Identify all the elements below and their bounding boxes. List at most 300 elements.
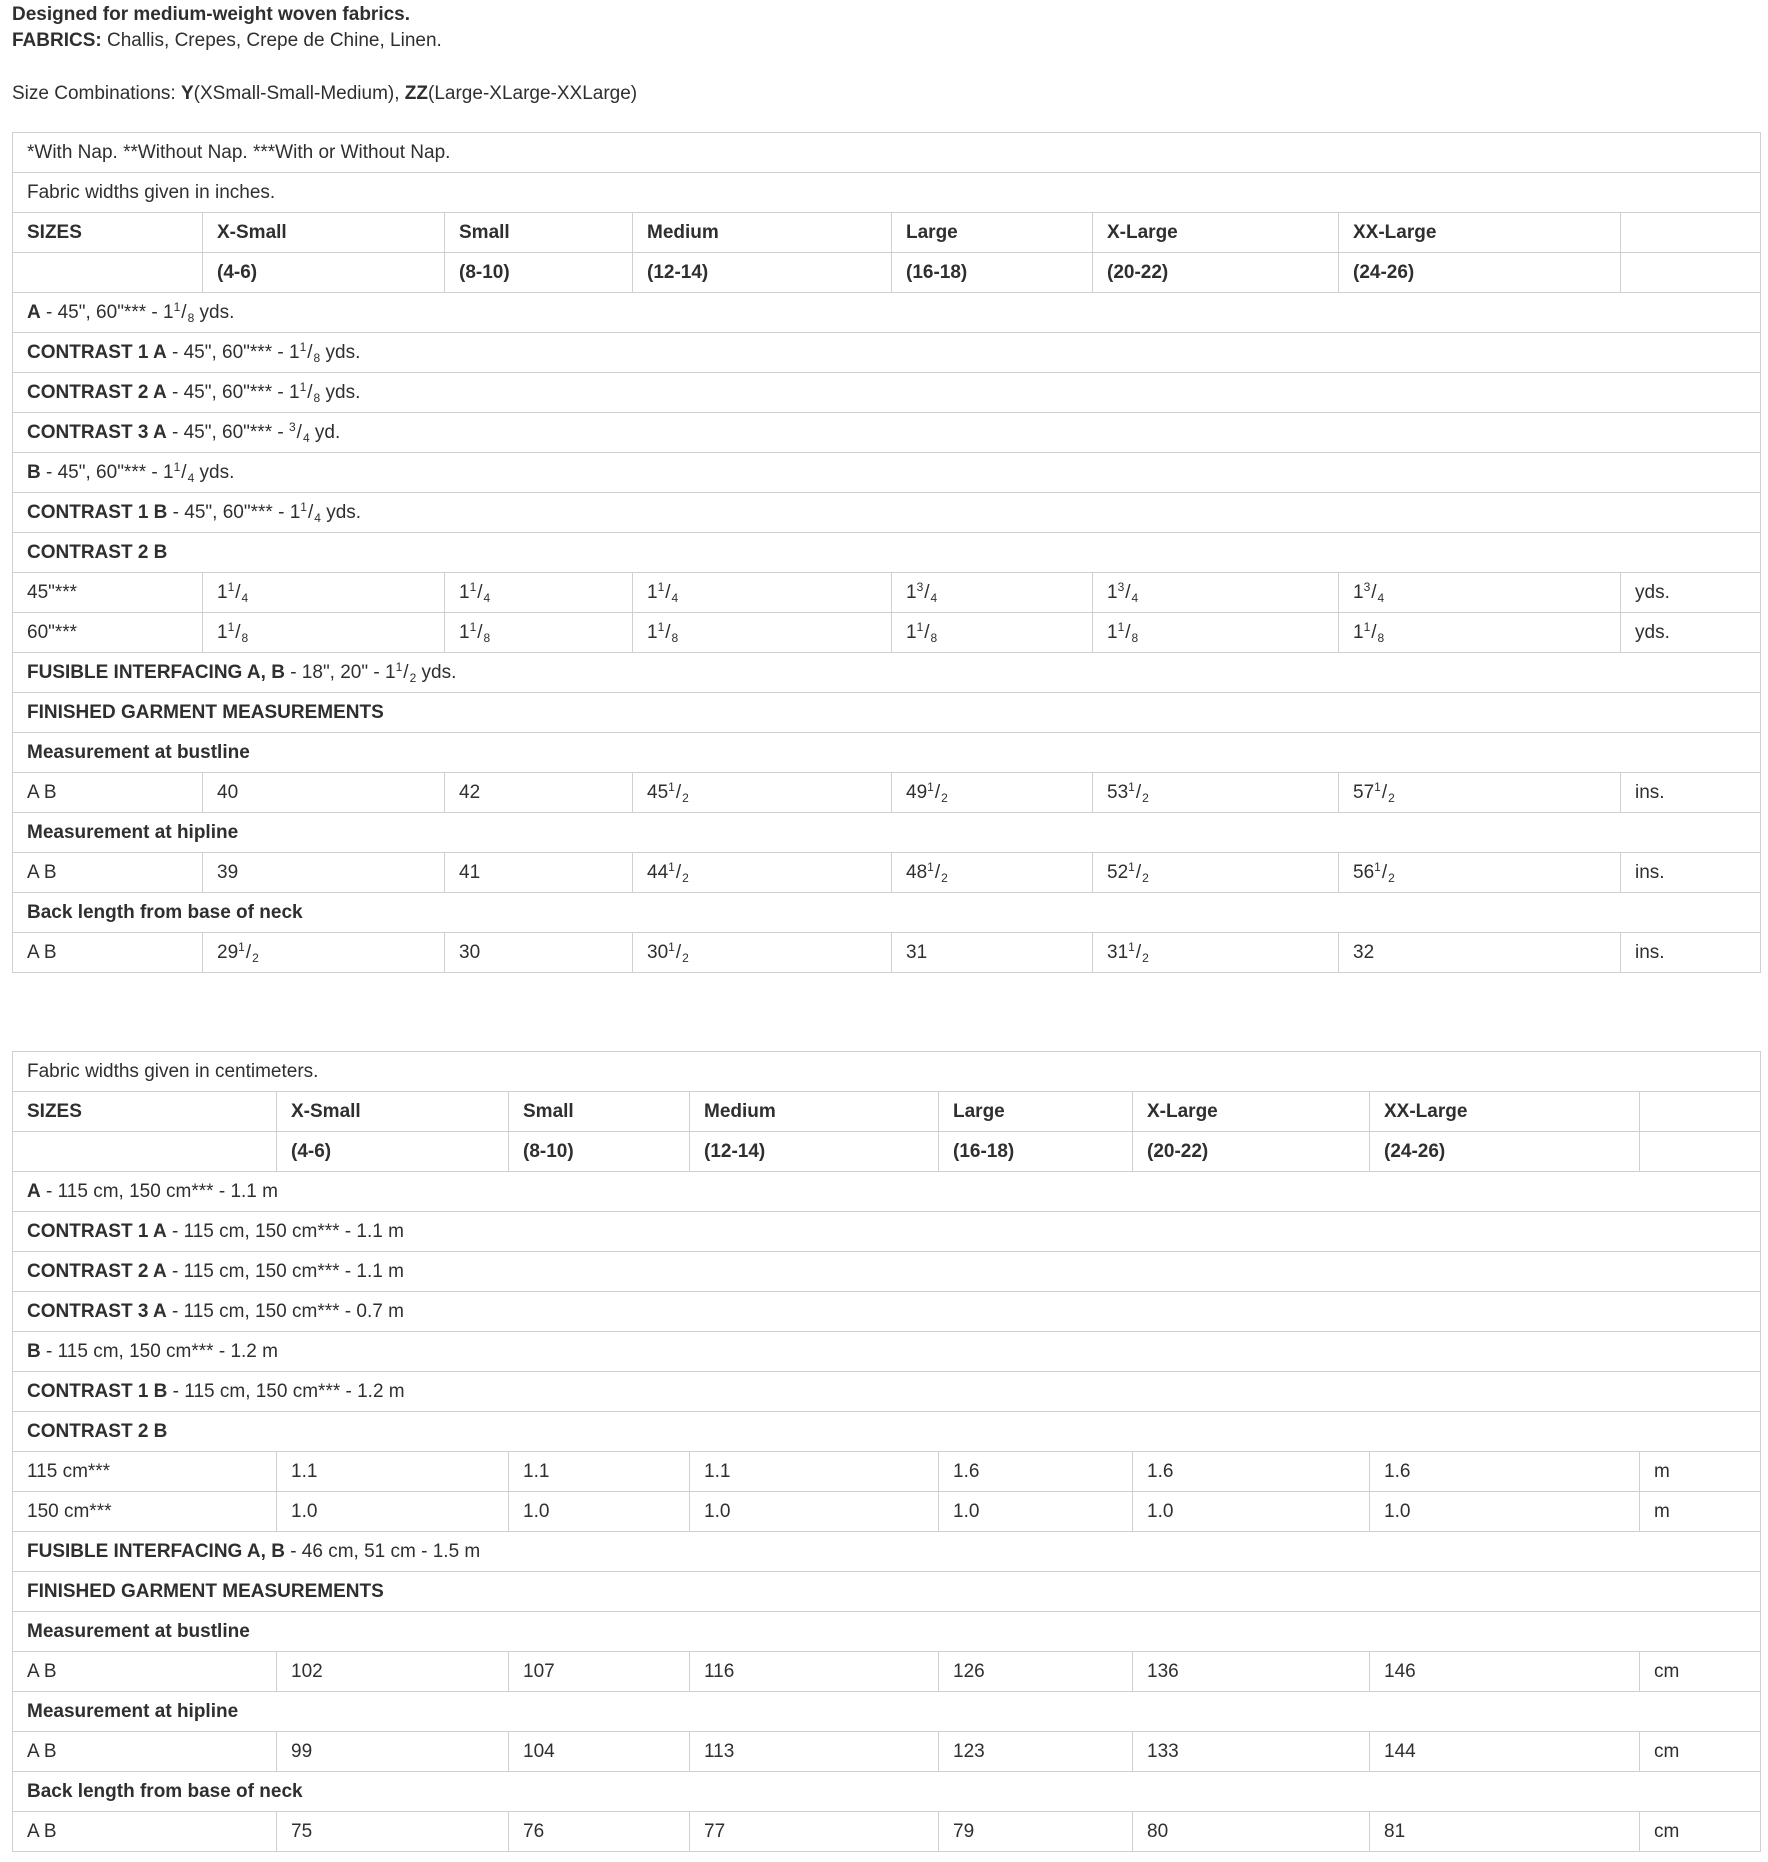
row-label: 60"***: [13, 613, 203, 653]
view-a-row-cell: [13, 1172, 1761, 1212]
fraction-denominator: 8: [930, 630, 938, 645]
size-name: X-Large: [1093, 213, 1339, 253]
row-label: A B: [13, 773, 203, 813]
fraction-denominator: 4: [1377, 590, 1385, 605]
fraction-numerator: 1: [173, 299, 181, 314]
fraction-numerator: 1: [1374, 859, 1381, 874]
fraction-numerator: 1: [668, 779, 675, 794]
contrast-3a-row-cell: [13, 413, 1761, 453]
size-value: [892, 573, 1093, 613]
view-label: B: [27, 1340, 41, 1362]
size-value: 1.0: [939, 1492, 1133, 1532]
size-value: 1.0: [690, 1492, 939, 1532]
view-widths: - 45", 60"*** -: [167, 501, 290, 523]
fraction-numerator: 1: [668, 859, 675, 874]
size-range: (8-10): [509, 1132, 690, 1172]
view-label: CONTRAST 3 A: [27, 421, 167, 443]
size-value: 146: [1370, 1652, 1640, 1692]
fraction-slash: /: [1125, 621, 1131, 643]
fraction-numerator: 1: [657, 619, 665, 634]
fraction-whole: 32: [1353, 941, 1375, 963]
view-a-row: [13, 293, 1761, 333]
fraction-whole: 1: [647, 581, 658, 603]
contrast-2b-width-row: [13, 1452, 1761, 1492]
fraction-denominator: 2: [1142, 790, 1149, 805]
unit-label: m: [1640, 1492, 1761, 1532]
view-label: CONTRAST 1 B: [27, 501, 168, 523]
fraction-numerator: 3: [1117, 579, 1125, 594]
size-range: (12-14): [633, 253, 892, 293]
size-value: 113: [690, 1732, 939, 1772]
fraction-slash: /: [924, 581, 930, 603]
fraction-denominator: 2: [941, 790, 948, 805]
fraction-whole: 1: [217, 621, 228, 643]
size-value: 1.0: [277, 1492, 509, 1532]
size-value: 102: [277, 1652, 509, 1692]
view-widths: - 45", 60"*** -: [166, 421, 289, 443]
size-value: [1339, 573, 1621, 613]
fraction-whole: 1: [647, 621, 658, 643]
yardage-unit: yds.: [320, 501, 362, 523]
fraction-denominator: 2: [1388, 790, 1395, 805]
fraction-value: [1353, 859, 1395, 885]
row-label: A B: [13, 1812, 277, 1852]
fraction-whole: 30: [459, 941, 481, 963]
size-value: [1093, 933, 1339, 973]
size-name: Large: [939, 1092, 1133, 1132]
fraction-denominator: 8: [313, 350, 321, 365]
fraction-whole: 52: [1107, 861, 1129, 883]
size-value: 1.0: [1133, 1492, 1370, 1532]
view-label: CONTRAST 1 B: [27, 1380, 168, 1402]
size-value: [203, 773, 445, 813]
size-range: (20-22): [1093, 253, 1339, 293]
contrast-2b-heading-row-cell: [13, 533, 1761, 573]
fraction-numerator: 1: [1117, 619, 1125, 634]
size-range: (4-6): [203, 253, 445, 293]
size-value: [633, 853, 892, 893]
size-value: 1.6: [939, 1452, 1133, 1492]
contrast-3a-row: [13, 1292, 1761, 1332]
fraction-slash: /: [1381, 861, 1388, 883]
fraction-whole: 49: [906, 781, 928, 803]
fraction-slash: /: [181, 301, 187, 323]
size-value: 1.6: [1370, 1452, 1640, 1492]
fraction-whole: 1: [163, 461, 174, 483]
contrast-3a-row: [13, 413, 1761, 453]
fraction-denominator: 2: [409, 670, 417, 685]
fraction-denominator: 2: [1388, 870, 1395, 885]
size-value: 107: [509, 1652, 690, 1692]
view-b-row: [13, 1332, 1761, 1372]
fraction-whole: 45: [647, 781, 669, 803]
view-b-row-cell: [13, 1332, 1761, 1372]
size-name: X-Large: [1133, 1092, 1370, 1132]
fraction-whole: 57: [1353, 781, 1375, 803]
size-value: 104: [509, 1732, 690, 1772]
fraction-slash: /: [924, 621, 930, 643]
fraction-whole: 1: [459, 581, 470, 603]
size-name: Small: [445, 213, 633, 253]
contrast-2a-row-cell: [13, 1252, 1761, 1292]
fraction-value: [1107, 619, 1139, 645]
size-value: [633, 613, 892, 653]
fraction-value: [1353, 779, 1395, 805]
unit-label: cm: [1640, 1652, 1761, 1692]
fraction-whole: 41: [459, 861, 481, 883]
fusible-interfacing-row-cell: [13, 1532, 1761, 1572]
fraction-denominator: 4: [1131, 590, 1139, 605]
fraction-value: [288, 339, 321, 365]
size-value: [1093, 773, 1339, 813]
size-code-y-desc: (XSmall-Small-Medium),: [193, 83, 405, 104]
fraction-denominator: 4: [302, 430, 310, 445]
size-value: [445, 853, 633, 893]
widths-note: Fabric widths given in inches.: [27, 181, 276, 203]
metric-yardage-table: [12, 1051, 1761, 1852]
fraction-value: [906, 942, 927, 963]
view-label: CONTRAST 3 A: [27, 1300, 167, 1322]
fraction-value: [459, 619, 491, 645]
contrast-1a-row-cell: [13, 333, 1761, 373]
contrast-2b-width-row: [13, 1492, 1761, 1532]
fraction-denominator: 2: [252, 950, 259, 965]
fraction-denominator: 4: [314, 510, 321, 525]
fraction-slash: /: [1135, 861, 1142, 883]
fraction-slash: /: [934, 861, 941, 883]
fraction-slash: /: [675, 861, 682, 883]
unit-label: yds.: [1621, 613, 1761, 653]
measurement-title-row: [13, 733, 1761, 773]
size-value: 136: [1133, 1652, 1370, 1692]
size-value: 116: [690, 1652, 939, 1692]
view-widths: - 46 cm, 51 cm - 1.5 m: [284, 1540, 481, 1562]
fraction-numerator: 1: [1128, 859, 1135, 874]
fraction-whole: 39: [217, 861, 239, 883]
fusible-interfacing-row: [13, 1532, 1761, 1572]
measurement-values-row: [13, 1732, 1761, 1772]
finished-measurements-heading-row-cell: [13, 1572, 1761, 1612]
fraction-denominator: 2: [682, 790, 689, 805]
size-value: [1339, 933, 1621, 973]
fraction-whole: 1: [1107, 581, 1118, 603]
fraction-numerator: 1: [227, 619, 235, 634]
contrast-3a-row-cell: [13, 1292, 1761, 1332]
size-value: 79: [939, 1812, 1133, 1852]
fraction-whole: 1: [288, 381, 300, 403]
size-value: [633, 573, 892, 613]
fraction-slash: /: [1135, 781, 1142, 803]
size-name: Small: [509, 1092, 690, 1132]
size-value: 75: [277, 1812, 509, 1852]
header-blank-cell: [13, 1132, 277, 1172]
fraction-value: [1353, 942, 1374, 963]
fraction-slash: /: [181, 461, 187, 483]
fraction-denominator: 8: [1377, 630, 1385, 645]
view-widths: - 115 cm, 150 cm*** - 1.1 m: [166, 1260, 404, 1282]
contrast-1b-row: [13, 1372, 1761, 1412]
measurement-title: Measurement at bustline: [27, 1620, 250, 1642]
size-range: (4-6): [277, 1132, 509, 1172]
fraction-slash: /: [307, 501, 314, 523]
fabrics-line: [12, 28, 637, 54]
fusible-interfacing-row: [13, 653, 1761, 693]
fraction-slash: /: [675, 781, 682, 803]
fraction-value: [1353, 619, 1385, 645]
measurement-values-row: [13, 933, 1761, 973]
fraction-slash: /: [235, 621, 241, 643]
fraction-denominator: 8: [671, 630, 679, 645]
fraction-slash: /: [477, 581, 483, 603]
fraction-whole: 1: [906, 621, 917, 643]
yardage-unit: yds.: [194, 461, 235, 483]
view-label: B: [27, 461, 41, 483]
fraction-value: [1107, 579, 1139, 605]
measurement-title-row: [13, 1612, 1761, 1652]
fraction-whole: 1: [289, 501, 301, 523]
fraction-numerator: 3: [288, 419, 296, 434]
fraction-whole: 1: [459, 621, 470, 643]
table-body: [13, 133, 1761, 973]
fraction-value: [385, 659, 417, 685]
fraction-denominator: 8: [241, 630, 249, 645]
fraction-slash: /: [307, 341, 313, 363]
fraction-whole: 1: [163, 301, 174, 323]
fraction-denominator: 2: [682, 870, 689, 885]
yardage-unit: yds.: [320, 341, 361, 363]
fraction-denominator: 2: [1142, 950, 1149, 965]
fabrics-label: FABRICS:: [12, 30, 102, 51]
fraction-whole: 48: [906, 861, 928, 883]
contrast-2a-row-cell: [13, 373, 1761, 413]
measurement-values-row: [13, 1652, 1761, 1692]
size-combinations-line: [12, 81, 637, 107]
fraction-numerator: 1: [927, 859, 934, 874]
size-value: 81: [1370, 1812, 1640, 1852]
unit-label: cm: [1640, 1812, 1761, 1852]
size-value: [633, 773, 892, 813]
size-value: 123: [939, 1732, 1133, 1772]
fraction-denominator: 4: [930, 590, 938, 605]
finished-measurements-heading-row: [13, 693, 1761, 733]
fraction-whole: 1: [1353, 621, 1364, 643]
fraction-whole: 1: [385, 661, 396, 683]
header-blank-cell: [13, 253, 203, 293]
fraction-slash: /: [307, 381, 313, 403]
fraction-value: [906, 619, 938, 645]
size-combinations-label: Size Combinations:: [12, 83, 181, 104]
size-value: [892, 933, 1093, 973]
unit-label: ins.: [1621, 773, 1761, 813]
fraction-numerator: 1: [1374, 779, 1381, 794]
fraction-value: [217, 782, 238, 803]
size-range: (20-22): [1133, 1132, 1370, 1172]
measurement-values-row: [13, 773, 1761, 813]
nap-note-row: [13, 133, 1761, 173]
fraction-value: [163, 459, 195, 485]
contrast-1a-row: [13, 333, 1761, 373]
size-range-row: [13, 253, 1761, 293]
sizes-header-row: [13, 213, 1761, 253]
fraction-slash: /: [665, 581, 671, 603]
view-label: CONTRAST 1 A: [27, 1220, 167, 1242]
measurement-values-row: [13, 853, 1761, 893]
nap-note-row-cell: [13, 133, 1761, 173]
widths-note-row: [13, 1052, 1761, 1092]
view-widths: - 45", 60"*** -: [40, 301, 164, 323]
fabrics-value: Challis, Crepes, Crepe de Chine, Linen.: [101, 30, 442, 51]
header-blank-cell: [1621, 213, 1761, 253]
fraction-denominator: 2: [941, 870, 948, 885]
fraction-slash: /: [1381, 781, 1388, 803]
size-value: 80: [1133, 1812, 1370, 1852]
fraction-denominator: 8: [187, 310, 195, 325]
fraction-numerator: 1: [238, 939, 245, 954]
contrast-2b-heading-row-cell: [13, 1412, 1761, 1452]
contrast-1b-row: [13, 493, 1761, 533]
table-body: [13, 1052, 1761, 1852]
size-code-zz-desc: (Large-XLarge-XXLarge): [428, 83, 638, 104]
fraction-numerator: 1: [173, 459, 181, 474]
fraction-numerator: 1: [469, 579, 477, 594]
row-label: A B: [13, 1652, 277, 1692]
fraction-whole: 1: [1107, 621, 1118, 643]
size-name: Large: [892, 213, 1093, 253]
measurement-title-row-cell: [13, 733, 1761, 773]
fraction-value: [459, 579, 491, 605]
fabric-weight-note: Designed for medium-weight woven fabrics.: [12, 4, 411, 25]
fraction-slash: /: [245, 941, 252, 963]
size-name: Medium: [690, 1092, 939, 1132]
fraction-denominator: 4: [671, 590, 679, 605]
fraction-whole: 44: [647, 861, 669, 883]
fraction-numerator: 1: [299, 339, 307, 354]
sizes-label: SIZES: [13, 213, 203, 253]
view-b-row-cell: [13, 453, 1761, 493]
size-value: [445, 933, 633, 973]
contrast-2a-row: [13, 1252, 1761, 1292]
measurement-title-row-cell: [13, 813, 1761, 853]
fraction-whole: 1: [217, 581, 228, 603]
view-widths: - 45", 60"*** -: [166, 341, 289, 363]
size-name: XX-Large: [1339, 213, 1621, 253]
size-range: (24-26): [1370, 1132, 1640, 1172]
imperial-yardage-table: [12, 132, 1761, 973]
fraction-value: [217, 862, 238, 883]
size-value: [445, 613, 633, 653]
size-range: (24-26): [1339, 253, 1621, 293]
fraction-value: [647, 779, 689, 805]
fraction-numerator: 1: [469, 619, 477, 634]
view-widths: - 45", 60"*** -: [166, 381, 289, 403]
fraction-whole: 40: [217, 781, 239, 803]
fraction-value: [288, 419, 310, 445]
fraction-value: [459, 782, 480, 803]
fraction-slash: /: [1125, 581, 1131, 603]
size-range: (16-18): [892, 253, 1093, 293]
fraction-slash: /: [675, 941, 682, 963]
size-value: 99: [277, 1732, 509, 1772]
fraction-numerator: 1: [299, 379, 307, 394]
row-label: A B: [13, 933, 203, 973]
row-label: A B: [13, 853, 203, 893]
size-value: [203, 933, 445, 973]
fraction-numerator: 1: [927, 779, 934, 794]
fraction-value: [1353, 579, 1385, 605]
fraction-slash: /: [403, 661, 409, 683]
contrast-1a-row: [13, 1212, 1761, 1252]
measurement-title: Back length from base of neck: [27, 1780, 303, 1802]
intro-block: [12, 2, 637, 107]
fraction-value: [217, 939, 259, 965]
widths-note: Fabric widths given in centimeters.: [27, 1060, 319, 1082]
size-value: 144: [1370, 1732, 1640, 1772]
view-widths: - 45", 60"*** -: [40, 461, 164, 483]
view-a-row-cell: [13, 293, 1761, 333]
row-label: 150 cm***: [13, 1492, 277, 1532]
fraction-value: [217, 619, 249, 645]
contrast-2a-row: [13, 373, 1761, 413]
size-value: [633, 933, 892, 973]
header-blank-cell: [1621, 253, 1761, 293]
fraction-value: [647, 579, 679, 605]
row-label: 115 cm***: [13, 1452, 277, 1492]
contrast-1b-row-cell: [13, 493, 1761, 533]
fraction-numerator: 1: [916, 619, 924, 634]
contrast-1a-row-cell: [13, 1212, 1761, 1252]
measurement-title: Measurement at hipline: [27, 1700, 239, 1722]
fraction-slash: /: [934, 781, 941, 803]
fraction-value: [906, 779, 948, 805]
size-range: (12-14): [690, 1132, 939, 1172]
size-value: [892, 853, 1093, 893]
contrast-1b-row-cell: [13, 1372, 1761, 1412]
size-value: [892, 773, 1093, 813]
measurement-title: Measurement at hipline: [27, 821, 239, 843]
finished-measurements-heading-row-cell: [13, 693, 1761, 733]
header-blank-cell: [1640, 1132, 1761, 1172]
fraction-value: [288, 379, 321, 405]
sizes-header-row: [13, 1092, 1761, 1132]
fraction-denominator: 4: [187, 470, 195, 485]
fraction-whole: 29: [217, 941, 239, 963]
measurement-values-row: [13, 1812, 1761, 1852]
yardage-unit: yds.: [320, 381, 361, 403]
size-value: [203, 613, 445, 653]
contrast-2b-heading-row: [13, 533, 1761, 573]
fraction-whole: 53: [1107, 781, 1129, 803]
fraction-slash: /: [235, 581, 241, 603]
view-widths: - 115 cm, 150 cm*** - 1.2 m: [40, 1340, 278, 1362]
contrast-2b-heading-row: [13, 1412, 1761, 1452]
widths-note-row-cell: [13, 173, 1761, 213]
view-a-row: [13, 1172, 1761, 1212]
measurement-title: Measurement at bustline: [27, 741, 250, 763]
size-value: 133: [1133, 1732, 1370, 1772]
size-value: 76: [509, 1812, 690, 1852]
finished-measurements-heading-row: [13, 1572, 1761, 1612]
fraction-denominator: 8: [313, 390, 321, 405]
finished-measurements-label: FINISHED GARMENT MEASUREMENTS: [27, 701, 384, 723]
fraction-slash: /: [1135, 941, 1142, 963]
size-value: 1.1: [690, 1452, 939, 1492]
size-value: 1.0: [1370, 1492, 1640, 1532]
fraction-denominator: 4: [483, 590, 491, 605]
measurement-title-row: [13, 1692, 1761, 1732]
fraction-numerator: 3: [916, 579, 924, 594]
size-name: X-Small: [203, 213, 445, 253]
size-value: [445, 573, 633, 613]
